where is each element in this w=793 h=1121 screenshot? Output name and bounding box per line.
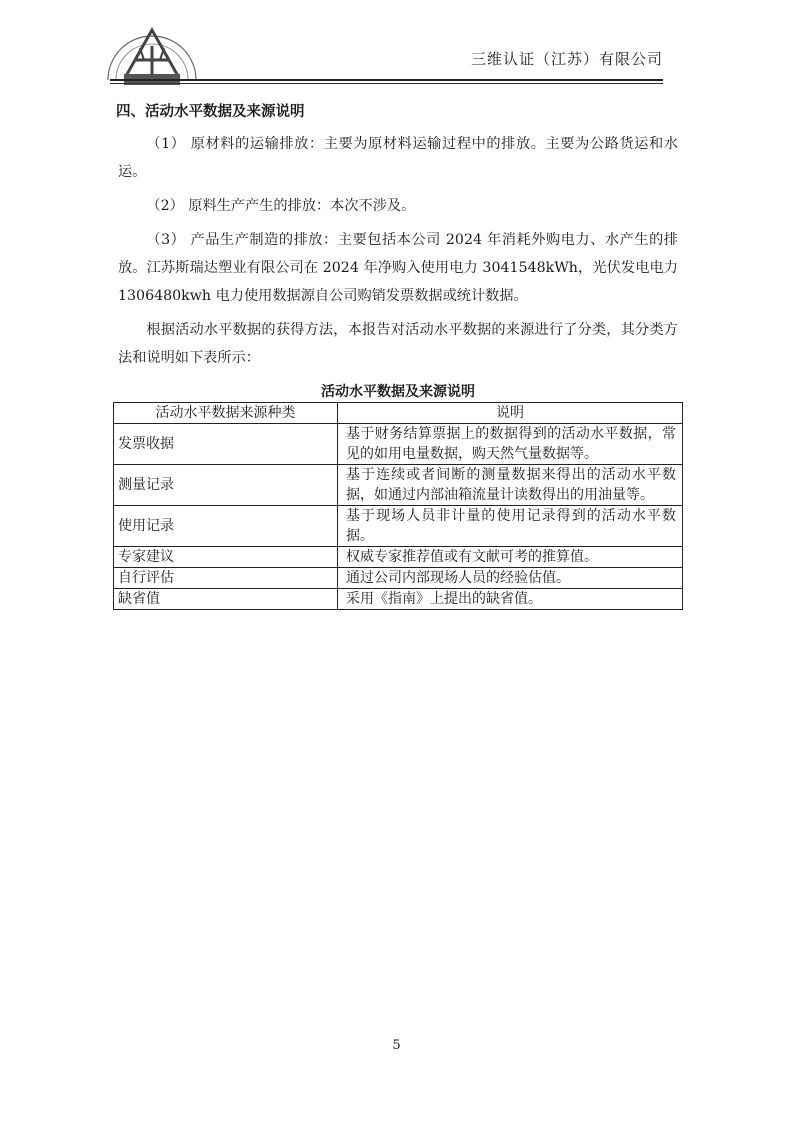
table-header-row (114, 403, 683, 424)
table-row (114, 424, 683, 465)
company-logo (100, 18, 204, 88)
header-divider-thin (110, 83, 663, 84)
table-row (114, 568, 683, 589)
header-divider (110, 79, 663, 81)
description-cell: 权威专家推荐值或有文献可考的推算值。 (338, 547, 683, 568)
column-header-description: 说明 (338, 403, 683, 424)
description-cell: 基于财务结算票据上的数据得到的活动水平数据，常见的如用电量数据，购天然气量数据等。 (338, 424, 683, 465)
section-heading: 四、活动水平数据及来源说明 (116, 103, 305, 120)
table-row (114, 506, 683, 547)
source-type-cell: 缺省值 (114, 589, 338, 610)
description-cell: 基于连续或者间断的测量数据来得出的活动水平数据，如通过内部油箱流量计读数得出的用油量等。 (338, 465, 683, 506)
column-header-source-type: 活动水平数据来源种类 (114, 403, 338, 424)
logo-emblem-icon (100, 18, 204, 88)
description-cell: 采用《指南》上提出的缺省值。 (338, 589, 683, 610)
page-number: 5 (392, 1038, 401, 1053)
section-body (118, 98, 678, 408)
activity-data-table (113, 402, 683, 610)
paragraph-raw-material: （2） 原料生产产生的排放：本次不涉及。 (146, 198, 416, 214)
source-type-cell: 测量记录 (114, 465, 338, 506)
source-type-cell: 发票收据 (114, 424, 338, 465)
source-type-cell: 使用记录 (114, 506, 338, 547)
table-title: 活动水平数据及来源说明 (321, 384, 475, 400)
table-row (114, 589, 683, 610)
paragraph-classification: 根据活动水平数据的获得方法，本报告对活动水平数据的来源进行了分类，其分类方法和说明如下表所示： (118, 322, 678, 366)
paragraph-transport: （1） 原材料的运输排放：主要为原材料运输过程中的排放。主要为公路货运和水运。 (118, 136, 678, 180)
source-type-cell: 自行评估 (114, 568, 338, 589)
table-row (114, 547, 683, 568)
source-type-cell: 专家建议 (114, 547, 338, 568)
description-cell: 基于现场人员非计量的使用记录得到的活动水平数据。 (338, 506, 683, 547)
company-name: 三维认证（江苏）有限公司 (470, 50, 663, 68)
description-cell: 通过公司内部现场人员的经验估值。 (338, 568, 683, 589)
paragraph-manufacturing: （3） 产品生产制造的排放：主要包括本公司 2024 年消耗外购电力、水产生的排放。江苏斯瑞达塑业有限公司在 2024 年净购入使用电力 3041548kWh，光伏发电电力 1306480kwh 电力使用数据源自公司购销发票数据或统计数据。 (118, 232, 678, 304)
table-row (114, 465, 683, 506)
